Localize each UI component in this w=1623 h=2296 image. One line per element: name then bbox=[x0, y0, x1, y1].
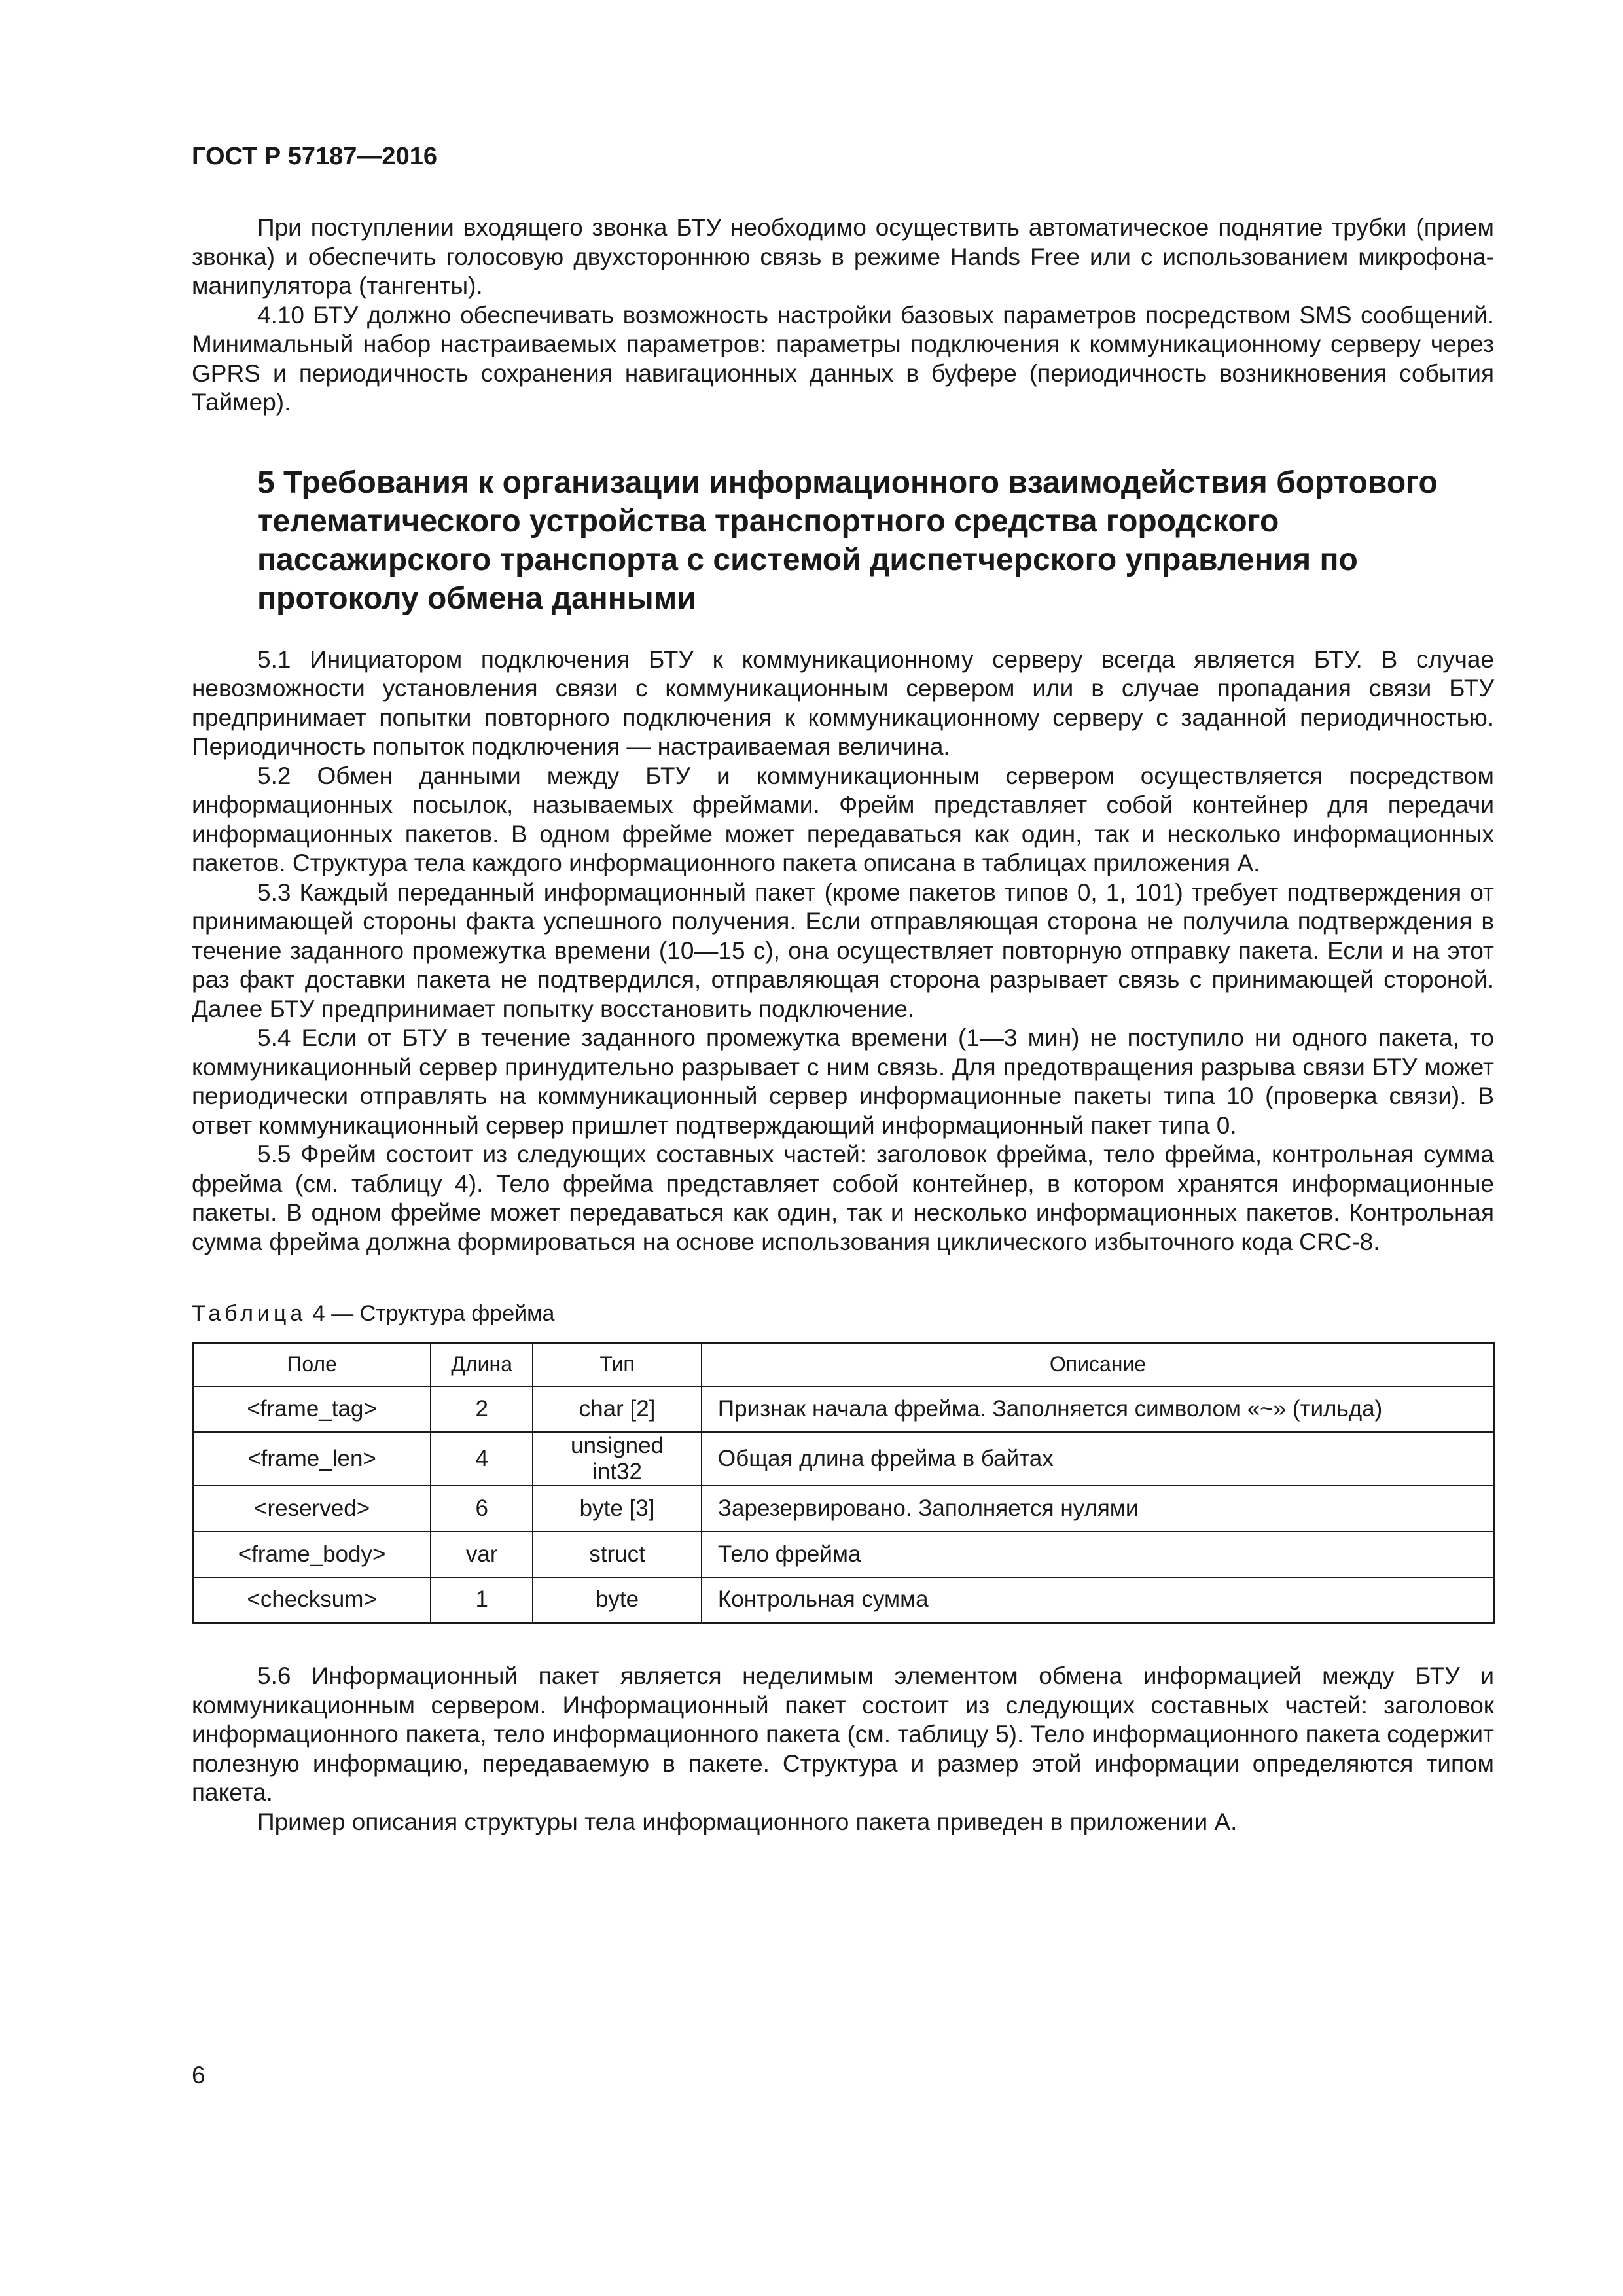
cell-length: 6 bbox=[431, 1486, 533, 1532]
table-caption-text: 4 — Структура фрейма bbox=[312, 1301, 555, 1326]
section-5-title: 5 Требования к организации информационного взаимодействия бортового телематического устройства транспортного средства городского пассажирского транспорта с системой диспетчерского управления по протоколу обмена данными bbox=[257, 465, 1438, 616]
column-header-length: Длина bbox=[431, 1343, 533, 1386]
cell-type: byte bbox=[533, 1577, 702, 1623]
cell-description: Зарезервировано. Заполняется нулями bbox=[702, 1486, 1495, 1532]
paragraph-4-10: 4.10 БТУ должно обеспечивать возможность настройки базовых параметров посредством SMS сообщений. Минимальный набор настраиваемых параметров: параметры подключения к коммуникационному серверу через GPRS и периодичность сохранения навигационных данных в буфере (периодичность возникновения события Таймер). bbox=[192, 301, 1494, 416]
table-header-row bbox=[193, 1343, 1495, 1386]
cell-field: <frame_body> bbox=[193, 1532, 431, 1577]
table-row bbox=[193, 1577, 1495, 1623]
table-row bbox=[193, 1432, 1495, 1486]
paragraph-5-6: 5.6 Информационный пакет является неделимым элементом обмена информацией между БТУ и коммуникационным сервером. Информационный пакет состоит из следующих составных частей: заголовок информационного пакета, тело информационного пакета (см. таблицу 5). Тело информационного пакета содержит полезную информацию, передаваемую в пакете. Структура и размер этой информации определяются типом пакета. bbox=[192, 1662, 1494, 1806]
cell-field: <frame_tag> bbox=[193, 1386, 431, 1432]
paragraph-incoming-call: При поступлении входящего звонка БТУ необходимо осуществить автоматическое поднятие трубки (прием звонка) и обеспечить голосовую двухстороннюю связь в режиме Hands Free или с использованием микрофона-манипулятора (тангенты). bbox=[192, 214, 1494, 299]
table-row bbox=[193, 1532, 1495, 1577]
table-caption bbox=[192, 1302, 1494, 1325]
cell-description: Контрольная сумма bbox=[702, 1577, 1495, 1623]
cell-field: <checksum> bbox=[193, 1577, 431, 1623]
document-code: ГОСТ Р 57187—2016 bbox=[192, 143, 437, 170]
column-header-type: Тип bbox=[533, 1343, 702, 1386]
paragraph-5-4: 5.4 Если от БТУ в течение заданного промежутка времени (1—3 мин) не поступило ни одного пакета, то коммуникационный сервер принудительно разрывает с ним связь. Для предотвращения разрыва связи БТУ может периодически отправлять на коммуникационный сервер информационные пакеты типа 10 (проверка связи). В ответ коммуникационный сервер пришлет подтверждающий информационный пакет типа 0. bbox=[192, 1024, 1494, 1139]
cell-field: <frame_len> bbox=[193, 1432, 431, 1486]
cell-length: var bbox=[431, 1532, 533, 1577]
cell-type: byte [3] bbox=[533, 1486, 702, 1532]
page-content bbox=[192, 144, 1494, 1837]
cell-description: Общая длина фрейма в байтах bbox=[702, 1432, 1495, 1486]
page-number: 6 bbox=[192, 2062, 205, 2089]
paragraph-5-2: 5.2 Обмен данными между БТУ и коммуникационным сервером осуществляется посредством информационных посылок, называемых фреймами. Фрейм представляет собой контейнер для передачи информационных пакетов. В одном фрейме может передаваться как один, так и несколько информационных пакетов. Структура тела каждого информационного пакета описана в таблицах приложения А. bbox=[192, 762, 1494, 876]
cell-type: struct bbox=[533, 1532, 702, 1577]
paragraph-5-5: 5.5 Фрейм состоит из следующих составных частей: заголовок фрейма, тело фрейма, контрольная сумма фрейма (см. таблицу 4). Тело фрейма представляет собой контейнер, в котором хранятся информационные пакеты. В одном фрейме может передаваться как один, так и несколько информационных пакетов. Контрольная сумма фрейма должна формироваться на основе использования циклического избыточного кода CRC-8. bbox=[192, 1141, 1494, 1255]
column-header-description: Описание bbox=[702, 1343, 1495, 1386]
paragraph-example-note: Пример описания структуры тела информационного пакета приведен в приложении А. bbox=[257, 1808, 1238, 1835]
cell-type: char [2] bbox=[533, 1386, 702, 1432]
table-row bbox=[193, 1486, 1495, 1532]
cell-description: Тело фрейма bbox=[702, 1532, 1495, 1577]
frame-structure-table bbox=[192, 1342, 1495, 1624]
cell-type: unsigned int32 bbox=[533, 1432, 702, 1486]
cell-field: <reserved> bbox=[193, 1486, 431, 1532]
paragraph-5-1: 5.1 Инициатором подключения БТУ к коммуникационному серверу всегда является БТУ. В случае невозможности установления связи с коммуникационным сервером или в случае пропадания связи БТУ предпринимает попытки повторного подключения к коммуникационному серверу с заданной периодичностью. Периодичность попыток подключения — настраиваемая величина. bbox=[192, 645, 1494, 760]
column-header-field: Поле bbox=[193, 1343, 431, 1386]
cell-length: 4 bbox=[431, 1432, 533, 1486]
table-caption-label: Таблица bbox=[192, 1301, 307, 1326]
table-row bbox=[193, 1386, 1495, 1432]
cell-description: Признак начала фрейма. Заполняется символом «~» (тильда) bbox=[702, 1386, 1495, 1432]
cell-length: 2 bbox=[431, 1386, 533, 1432]
paragraph-5-3: 5.3 Каждый переданный информационный пакет (кроме пакетов типов 0, 1, 101) требует подтверждения от принимающей стороны факта успешного получения. Если отправляющая сторона не получила подтверждения в течение заданного промежутка времени (10—15 с), она осуществляет повторную отправку пакета. Если и на этот раз факт доставки пакета не подтвердился, отправляющая сторона разрывает связь с принимающей стороной. Далее БТУ предпринимает попытку восстановить подключение. bbox=[192, 878, 1494, 1022]
cell-length: 1 bbox=[431, 1577, 533, 1623]
